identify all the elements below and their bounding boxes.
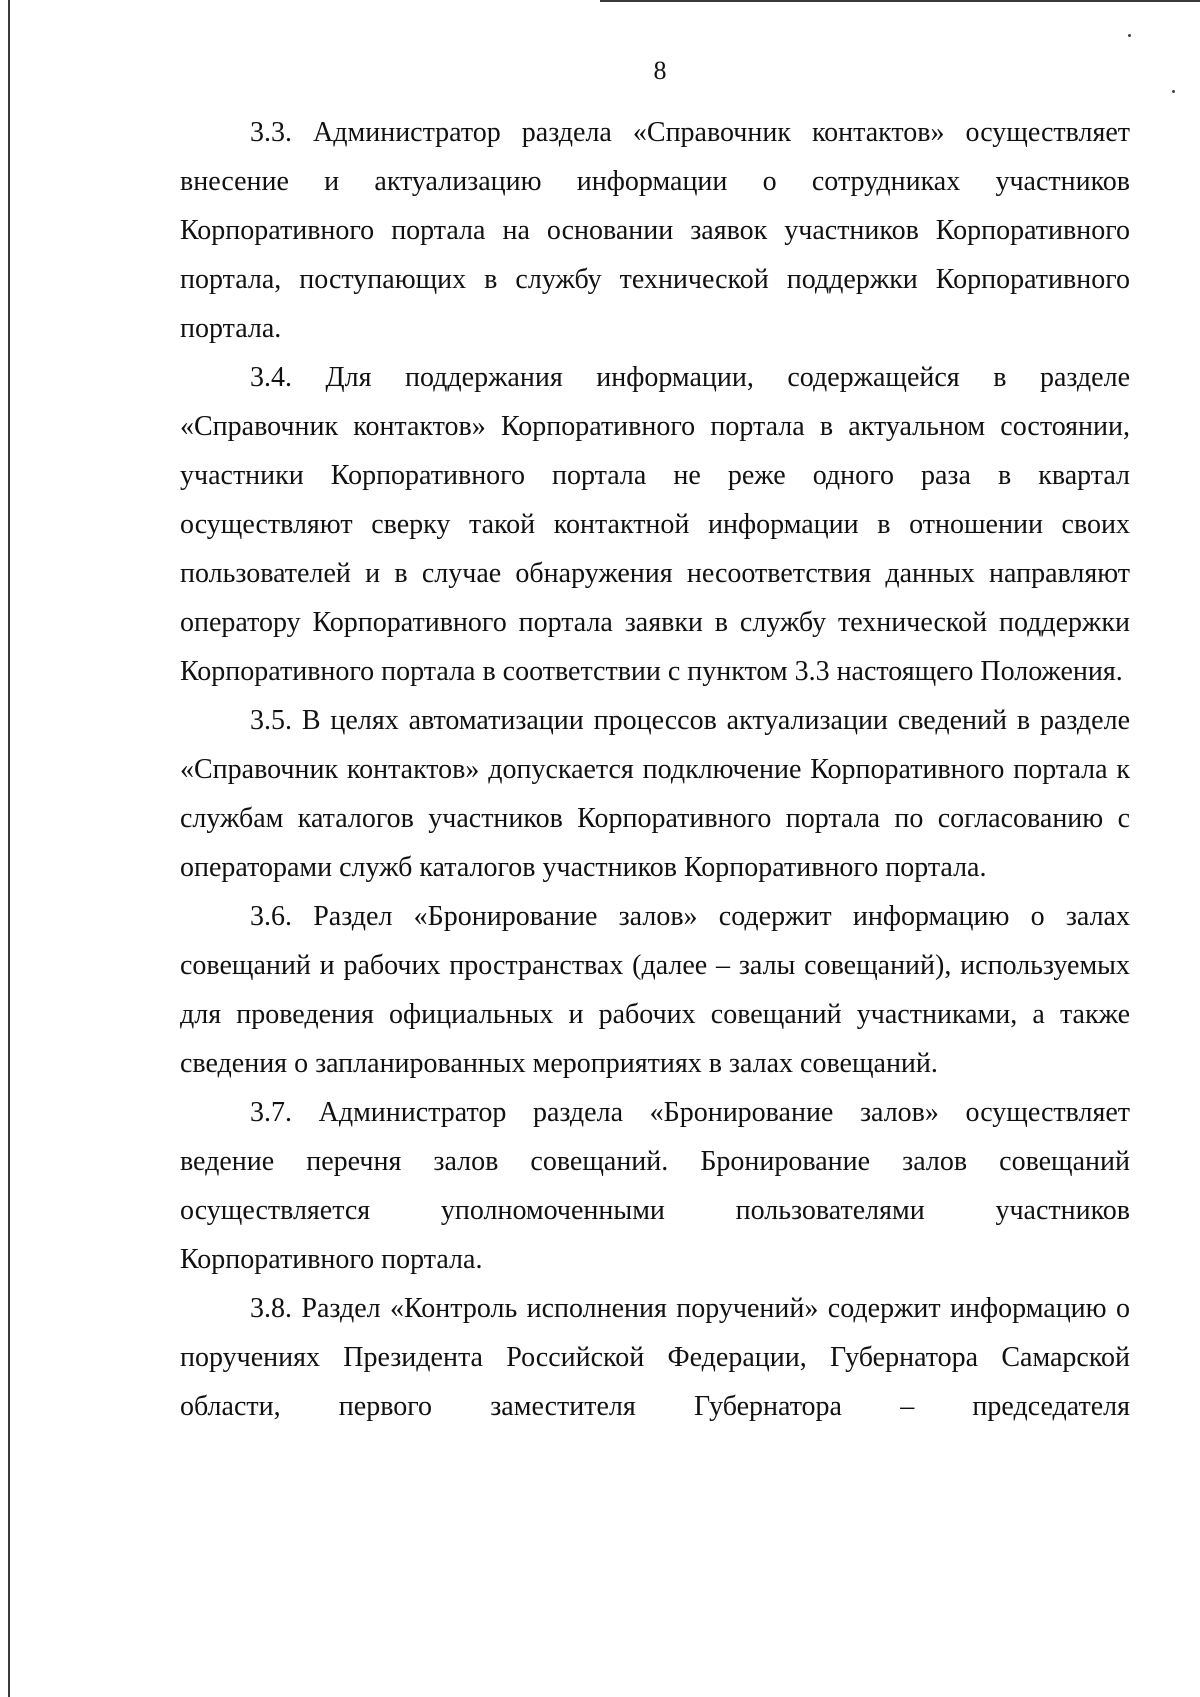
paragraph-3-5: [180, 696, 1130, 892]
scan-left-edge: [8, 0, 10, 1697]
paragraph-text: 3.5. В целях автоматизации процессов актуализации сведений в разделе «Справочник контактов» допускается подключение Корпоративного портала к службам каталогов участников Корпоративного портала по согласованию с операторами служб каталогов участников Корпоративного портала.: [180, 705, 1130, 883]
scan-top-edge: [600, 0, 1200, 2]
scan-speck: [1128, 34, 1131, 37]
page-number: 8: [653, 56, 667, 85]
document-body: [180, 108, 1130, 1431]
paragraph-3-4: [180, 353, 1130, 696]
paragraph-3-6: [180, 892, 1130, 1088]
paragraph-text: 3.3. Администратор раздела «Справочник контактов» осуществляет внесение и актуализацию информации о сотрудниках участников Корпоративного портала на основании заявок участников Корпоративного портала, поступающих в службу технической поддержки Корпоративного портала.: [180, 117, 1130, 344]
paragraph-text: 3.8. Раздел «Контроль исполнения поручений» содержит информацию о поручениях Президента Российской Федерации, Губернатора Самарской области, первого заместителя Губернатора – председателя: [180, 1293, 1130, 1422]
paragraph-text: 3.7. Администратор раздела «Бронирование залов» осуществляет ведение перечня залов совещаний. Бронирование залов совещаний осуществляется уполномоченными пользователями участников Корпоративного портала.: [180, 1097, 1130, 1275]
paragraph-3-8: [180, 1284, 1130, 1431]
paragraph-text: 3.4. Для поддержания информации, содержащейся в разделе «Справочник контактов» Корпоративного портала в актуальном состоянии, участники Корпоративного портала не реже одного раза в квартал осуществляют сверку такой контактной информации в отношении своих пользователей и в случае обнаружения несоответствия данных направляют оператору Корпоративного портала заявки в службу технической поддержки Корпоративного портала в соответствии с пунктом 3.3 настоящего Положения.: [180, 362, 1130, 687]
scan-speck: [1172, 90, 1175, 93]
paragraph-3-3: [180, 108, 1130, 353]
paragraph-text: 3.6. Раздел «Бронирование залов» содержит информацию о залах совещаний и рабочих пространствах (далее – залы совещаний), используемых для проведения официальных и рабочих совещаний участниками, а также сведения о запланированных мероприятиях в залах совещаний.: [180, 901, 1130, 1079]
paragraph-3-7: [180, 1088, 1130, 1284]
